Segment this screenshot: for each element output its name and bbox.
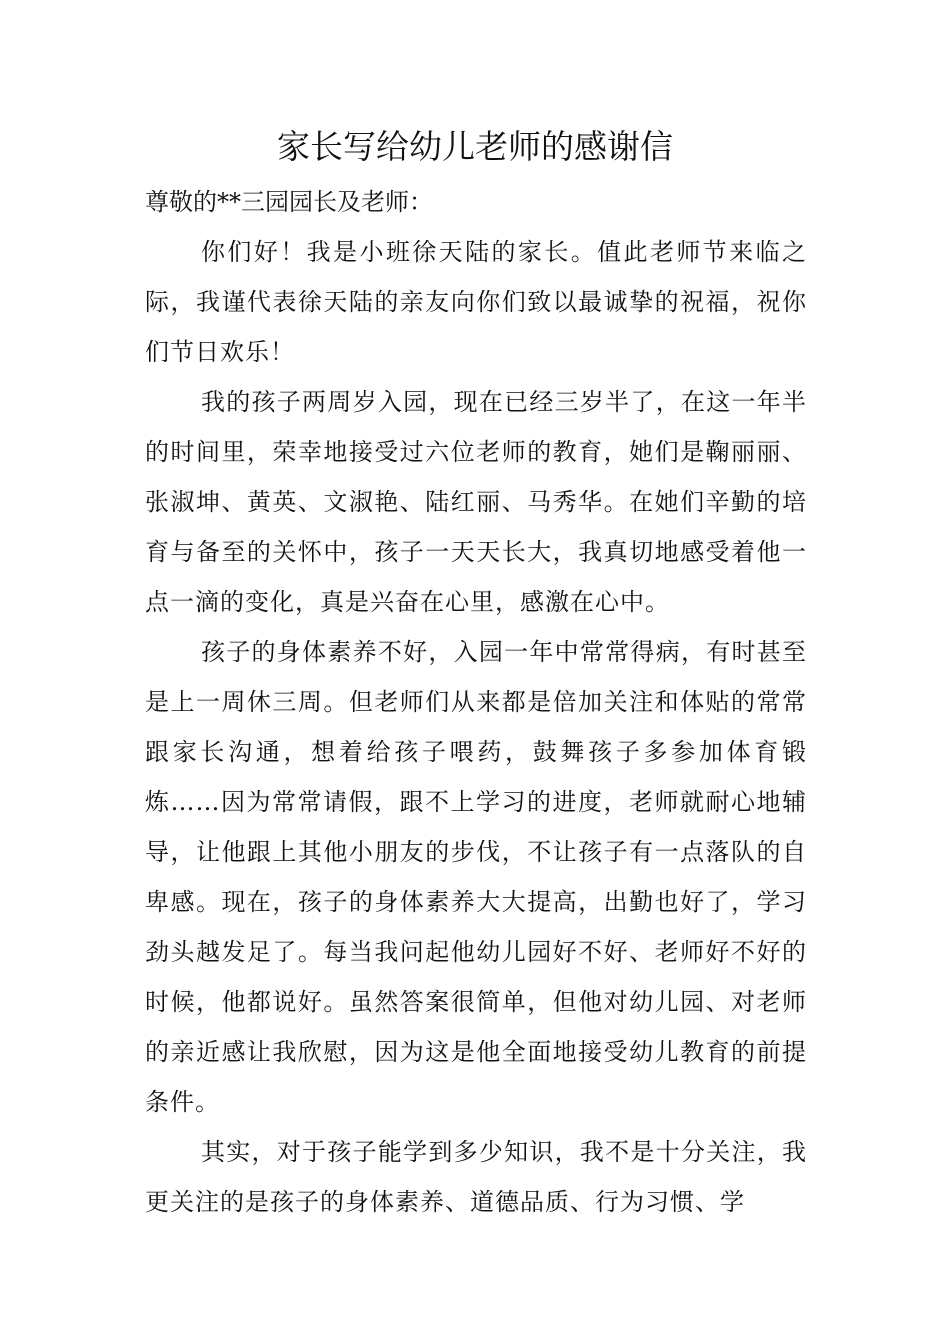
paragraph-health: 孩子的身体素养不好，入园一年中常常得病，有时甚至是上一周休三周。但老师们从来都是倍加关注和体贴的常常跟家长沟通，想着给孩子喂药，鼓舞孩子多参加体育锻炼……因为常常请假，跟不上学习的进度，老师就耐心地辅导，让他跟上其他小朋友的步伐，不让孩子有一点落队的自卑感。现在，孩子的身体素养大大提高，出勤也好了，学习劲头越发足了。每当我问起他幼儿园好不好、老师好不好的时候，他都说好。虽然答案很简单，但他对幼儿园、对老师的亲近感让我欣慰，因为这是他全面地接受幼儿教育的前提条件。 [145,638,807,1116]
salutation: 尊敬的**三园园长及老师： [145,188,433,216]
document-title: 家长写给幼儿老师的感谢信 [277,127,673,166]
letter-body [145,177,807,1227]
paragraph-priorities: 其实，对于孩子能学到多少知识，我不是十分关注，我更关注的是孩子的身体素养、道德品质、行为习惯、学 [145,1138,807,1216]
paragraph-greeting: 你们好！我是小班徐天陆的家长。值此老师节来临之际，我谨代表徐天陆的亲友向你们致以最诚挚的祝福，祝你们节日欢乐！ [145,238,807,366]
paragraph-teachers: 我的孩子两周岁入园，现在已经三岁半了，在这一年半的时间里，荣幸地接受过六位老师的教育，她们是鞠丽丽、张淑坤、黄英、文淑艳、陆红丽、马秀华。在她们辛勤的培育与备至的关怀中，孩子一天天长大，我真切地感受着他一点一滴的变化，真是兴奋在心里，感激在心中。 [145,388,807,616]
